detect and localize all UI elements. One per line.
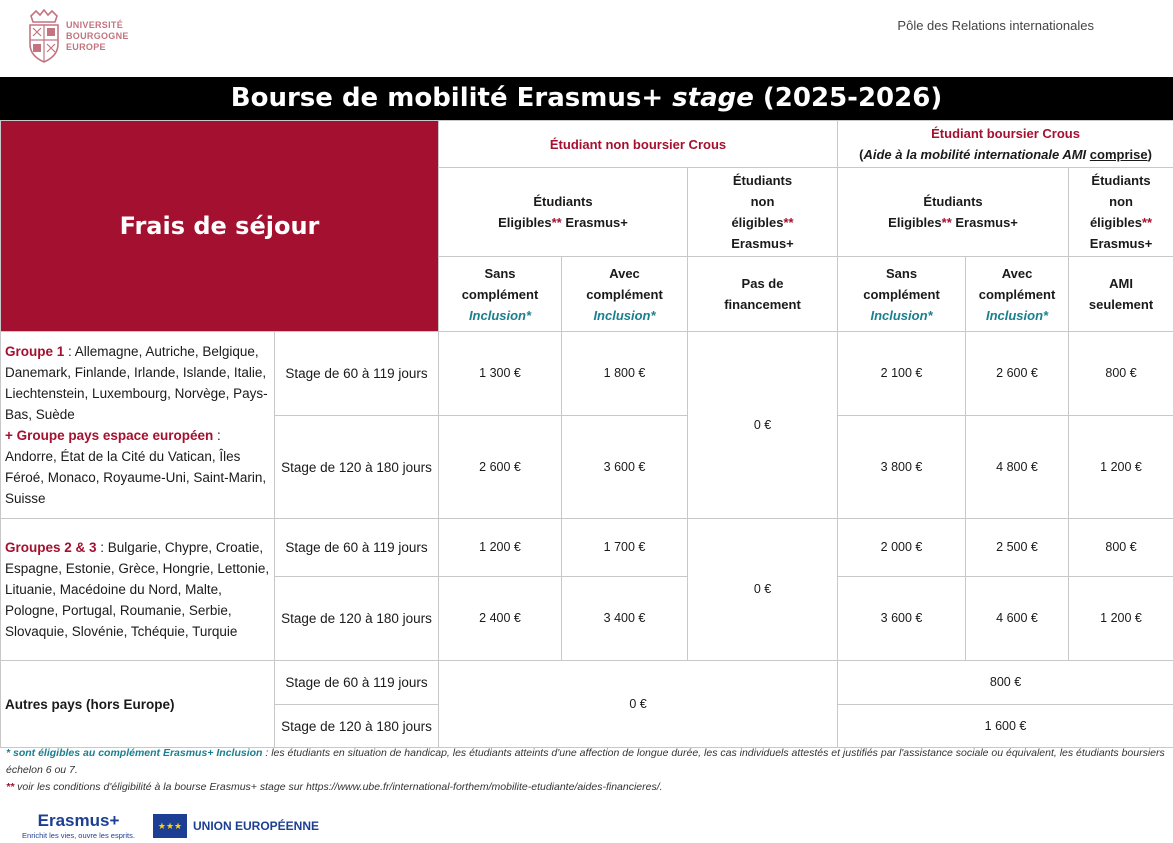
g23-stage-short: Stage de 60 à 119 jours: [275, 519, 439, 577]
non-eligibles-line-3: éligibles: [1089, 215, 1142, 230]
stars-mark: **: [551, 215, 562, 230]
g23-long-avec: 3 400 €: [562, 577, 688, 661]
groupe1-extra-list: Andorre, État de la Cité du Vatican, Îles Féroé, Monaco, Royaume-Uni, Saint-Marin, Suisse: [5, 449, 267, 506]
stars-mark: **: [1141, 215, 1153, 230]
eligibles-label: Eligibles: [498, 215, 552, 230]
footnote-eligibility-stars: **: [6, 781, 15, 793]
g23-short-avec: 1 700 €: [562, 519, 688, 577]
g1-long-b-avec: 4 800 €: [966, 416, 1069, 519]
etudiants-label: Étudiants: [533, 194, 593, 209]
g23-long-b-avec: 4 600 €: [966, 577, 1069, 661]
g1-stage-long: Stage de 120 à 180 jours: [275, 416, 439, 519]
boursier-title: Étudiant boursier Crous: [931, 126, 1080, 141]
g23-long-ami: 1 200 €: [1069, 577, 1173, 661]
g1-long-sans: 2 600 €: [439, 416, 562, 519]
sans-complement-header-b: [838, 257, 966, 332]
g1-long-avec: 3 600 €: [562, 416, 688, 519]
g1-stage-short: Stage de 60 à 119 jours: [275, 332, 439, 416]
erasmus-label: Erasmus+: [561, 215, 628, 230]
footnote-inclusion-label: * sont éligibles au complément Erasmus+ Inclusion: [6, 747, 263, 759]
sans-label: Sans: [484, 265, 516, 281]
sans-complement-header-nb: [439, 257, 562, 332]
ami-text: Aide à la mobilité internationale AMI: [863, 147, 1090, 162]
groupe23-sep: :: [96, 540, 108, 555]
footer-logos: [0, 805, 1173, 843]
g1-short-b-sans: 2 100 €: [838, 332, 966, 416]
logo-line-1: UNIVERSITÉ: [66, 19, 124, 30]
g23-long-b-sans: 3 600 €: [838, 577, 966, 661]
groupe1-sep: :: [64, 344, 75, 359]
title-part-1: Bourse de mobilité Erasmus+: [230, 83, 673, 113]
pas-de-label: Pas de: [741, 276, 784, 291]
g1-short-sans: 1 300 €: [439, 332, 562, 416]
complement-label: complément: [586, 286, 663, 302]
avec-complement-header-b: [966, 257, 1069, 332]
g1-long-b-sans: 3 800 €: [838, 416, 966, 519]
groupe1-plus-sep: :: [213, 428, 221, 443]
non-eligibles-line-3: éligibles: [731, 215, 784, 230]
paren-close: ): [1147, 147, 1152, 162]
g1-non-eligible: 0 €: [688, 332, 838, 519]
footnote-eligibility: [6, 779, 1166, 796]
inclusion-label: Inclusion*: [870, 307, 933, 323]
paren-open: (: [859, 147, 864, 162]
eu-label: UNION EUROPÉENNE: [193, 819, 320, 833]
g23-stage-long: Stage de 120 à 180 jours: [275, 577, 439, 661]
groupe23-country-list: Bulgarie, Chypre, Croatie, Espagne, Estonie, Grèce, Hongrie, Lettonie, Lituanie, Macédoine du Nord, Malte, Pologne, Portugal, Roumanie, Serbie, Slovaquie, Slovénie, Tchéquie, Turquie: [5, 540, 270, 639]
comprise-text: comprise: [1089, 147, 1148, 162]
title-part-3: (2025-2026): [753, 83, 943, 113]
frais-sejour-header: Frais de séjour: [1, 121, 439, 332]
inclusion-label: Inclusion*: [985, 307, 1049, 323]
non-eligibles-line-1: Étudiants: [732, 173, 793, 188]
autres-pays-label: Autres pays (hors Europe): [1, 661, 275, 748]
footnote-eligibility-text: voir les conditions d'éligibilité à la bourse Erasmus+ stage sur https://www.ube.fr/international-forthem/mobilite-etudiante/aides-financieres/.: [14, 781, 663, 793]
eu-logo: [153, 814, 319, 838]
non-eligibles-line-2: non: [1109, 194, 1133, 209]
non-eligibles-header-b: [1069, 168, 1173, 257]
etudiants-label: Étudiants: [923, 194, 983, 209]
footnotes: [6, 745, 1166, 796]
autres-stage-long: Stage de 120 à 180 jours: [275, 705, 439, 748]
g23-long-sans: 2 400 €: [439, 577, 562, 661]
grant-table: [0, 120, 1173, 748]
g23-short-ami: 800 €: [1069, 519, 1173, 577]
crest-icon: [27, 8, 61, 64]
groupe1-plus-label: + Groupe pays espace européen: [5, 428, 214, 443]
non-eligibles-line-1: Étudiants: [1091, 173, 1151, 188]
non-eligibles-header-nb: [688, 168, 838, 257]
autres-boursier-long: 1 600 €: [838, 705, 1173, 748]
non-boursier-header: Étudiant non boursier Crous: [439, 121, 838, 168]
g1-short-b-avec: 2 600 €: [966, 332, 1069, 416]
groupe23-countries: [1, 519, 275, 661]
groupe23-label: Groupes 2 & 3: [5, 540, 97, 555]
eligibles-label: Eligibles: [888, 215, 942, 230]
g1-long-ami: 1 200 €: [1069, 416, 1173, 519]
non-eligibles-line-2: non: [750, 194, 775, 209]
g1-short-ami: 800 €: [1069, 332, 1173, 416]
logo-line-2: BOURGOGNE: [66, 30, 129, 41]
g23-short-sans: 1 200 €: [439, 519, 562, 577]
eligibles-header-b: [838, 168, 1069, 257]
autres-non-boursier: 0 €: [439, 661, 838, 748]
autres-boursier-short: 800 €: [838, 661, 1173, 705]
stars-mark: **: [783, 215, 794, 230]
inclusion-label: Inclusion*: [468, 307, 532, 323]
groupe1-label: Groupe 1: [5, 344, 65, 359]
boursier-header: [838, 121, 1173, 168]
non-eligibles-line-4: Erasmus+: [1089, 236, 1153, 251]
seulement-label: seulement: [1088, 297, 1154, 312]
g23-short-b-avec: 2 500 €: [966, 519, 1069, 577]
erasmus-logo: [16, 811, 141, 840]
g23-short-b-sans: 2 000 €: [838, 519, 966, 577]
erasmus-slogan: Enrichit les vies, ouvre les esprits.: [22, 831, 135, 840]
complement-label: complément: [978, 286, 1056, 302]
financement-label: financement: [724, 297, 801, 312]
ami-label: AMI: [1109, 276, 1133, 291]
page-header: [0, 0, 1173, 76]
ami-seulement-header: [1069, 257, 1173, 332]
autres-stage-short: Stage de 60 à 119 jours: [275, 661, 439, 705]
department-label: Pôle des Relations internationales: [897, 18, 1094, 33]
university-logo: [27, 6, 147, 66]
groupe1-country-list: Allemagne, Autriche, Belgique, Danemark, Finlande, Irlande, Islande, Italie, Liechtenstein, Luxembourg, Norvège, Pays-Bas, Suède: [5, 344, 268, 422]
avec-complement-header-nb: [562, 257, 688, 332]
title-part-2: stage: [672, 83, 754, 113]
stars-mark: **: [941, 215, 952, 230]
complement-label: complément: [863, 286, 940, 302]
erasmus-label: Erasmus+: [951, 215, 1018, 230]
logo-line-3: EUROPE: [66, 41, 106, 52]
inclusion-label: Inclusion*: [593, 307, 656, 323]
footnote-inclusion: [6, 745, 1166, 779]
eu-flag-icon: ★★★: [153, 814, 187, 838]
g23-non-eligible: 0 €: [688, 519, 838, 661]
page-title: [0, 77, 1173, 120]
sans-label: Sans: [885, 265, 918, 281]
pas-financement-header: [688, 257, 838, 332]
groupe1-countries: [1, 332, 275, 519]
non-eligibles-line-4: Erasmus+: [731, 236, 794, 251]
erasmus-name: Erasmus+: [37, 811, 120, 830]
eligibles-header-nb: [439, 168, 688, 257]
footnote-inclusion-text: : les étudiants en situation de handicap, les étudiants atteints d'une affection de longue durée, les cas individuels attestés et justifiés par l'assistance sociale ou équivalent, les étudiants boursiers échelon 6 ou 7.: [6, 747, 1165, 776]
avec-label: Avec: [609, 265, 640, 281]
g1-short-avec: 1 800 €: [562, 332, 688, 416]
avec-label: Avec: [1001, 265, 1033, 281]
complement-label: complément: [461, 286, 539, 302]
